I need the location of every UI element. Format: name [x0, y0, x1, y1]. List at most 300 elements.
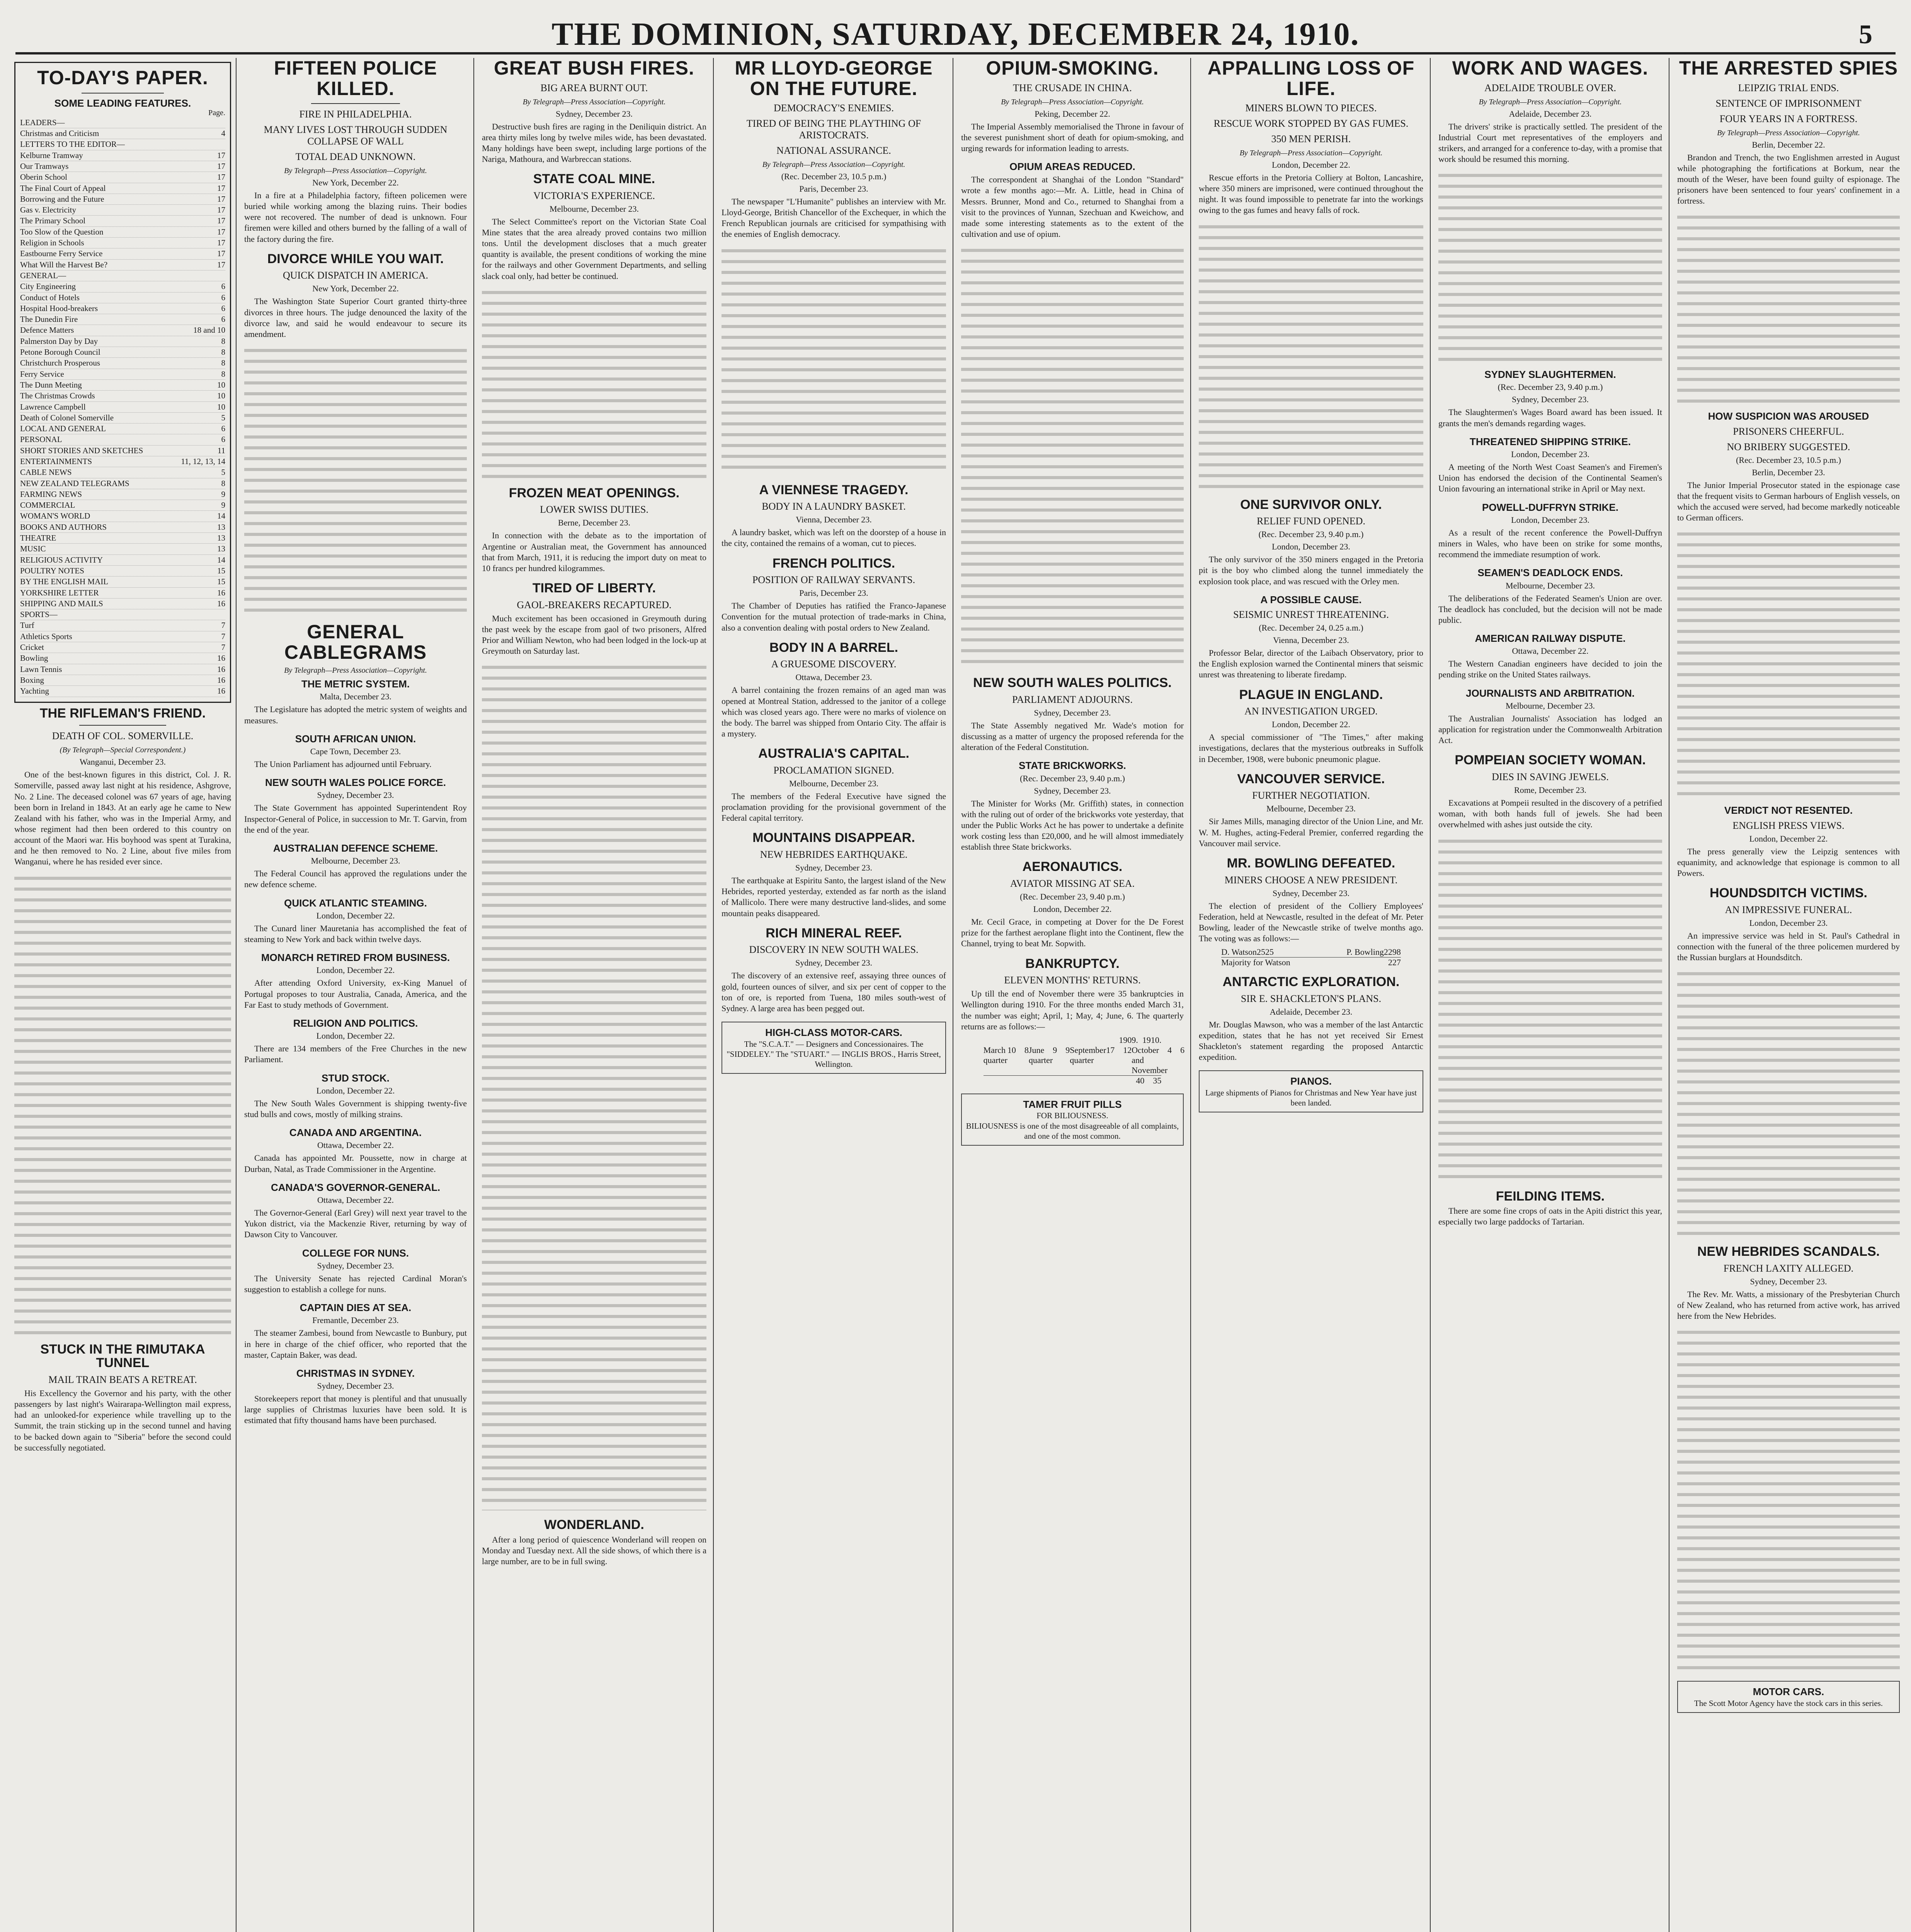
contents-row: [20, 434, 225, 445]
contents-row: [20, 489, 225, 500]
article-body: An impressive service was held in St. Paul's Cathedral in connection with the funeral of the three policemen murdered by the Russian burglars at Houndsditch.: [1677, 930, 1900, 962]
article-suspicion-aroused: [1677, 411, 1900, 798]
ad-title: TAMER FRUIT PILLS: [1023, 1098, 1122, 1110]
contents-page: 17: [217, 172, 225, 182]
dateline: London, December 23.: [1749, 918, 1828, 928]
article-opium-smoking: [961, 58, 1184, 154]
article-body: The Junior Imperial Prosecutor stated in the espionage case that the frequent visits to German harbours of English vessels, on which the accused were served, had become markedly noticeable to German officers.: [1677, 480, 1900, 523]
contents-label: SHORT STORIES AND SKETCHES: [20, 446, 143, 455]
article-rifleman: [14, 707, 231, 1335]
subheading: FURTHER NEGOTIATION.: [1252, 790, 1370, 801]
contents-label: RELIGIOUS ACTIVITY: [20, 555, 103, 565]
contents-label: City Engineering: [20, 282, 76, 291]
subheading: NO BRIBERY SUGGESTED.: [1727, 441, 1850, 452]
article-body: The Washington State Superior Court granted thirty-three divorces in three hours. The judge denounced the laxity of the divorce law, and said he would endeavour to secure its amendment.: [244, 296, 467, 339]
subheading: THE CRUSADE IN CHINA.: [1013, 82, 1132, 94]
ad-title: PIANOS.: [1290, 1075, 1332, 1087]
bankruptcy-table: [983, 1035, 1185, 1086]
dateline: Sydney, December 23.: [1034, 707, 1111, 718]
contents-row: [20, 522, 225, 533]
contents-page: 6: [221, 315, 225, 324]
contents-row: [20, 686, 225, 697]
contents-label: FARMING NEWS: [20, 489, 82, 499]
column-2: [240, 58, 471, 1932]
contents-label: Athletics Sports: [20, 631, 72, 641]
dateline: New York, December 22.: [312, 178, 399, 187]
contents-label: Death of Colonel Somerville: [20, 413, 114, 422]
subheading: AN INVESTIGATION URGED.: [1244, 706, 1378, 717]
contents-row: [20, 347, 225, 358]
contents-page: 17: [217, 216, 225, 226]
contents-row: [20, 293, 225, 303]
article-opium-areas: [961, 162, 1184, 668]
contents-row: [20, 205, 225, 216]
headline: FIFTEEN POLICE KILLED.: [274, 58, 437, 99]
contents-page: 8: [221, 369, 225, 379]
contents-page: 13: [217, 544, 225, 554]
contents-label: Defence Matters: [20, 325, 74, 335]
contents-row: [20, 325, 225, 336]
dateline: Sydney, December 23.: [317, 1381, 394, 1391]
headline: THREATENED SHIPPING STRIKE.: [1469, 435, 1631, 447]
headline: A POSSIBLE CAUSE.: [1260, 594, 1362, 605]
article-body: The University Senate has rejected Cardinal Moran's suggestion to establish a college for nuns.: [244, 1273, 467, 1294]
subheading: POSITION OF RAILWAY SERVANTS.: [752, 574, 916, 586]
article-houndsditch: [1677, 886, 1900, 1237]
dateline: Berne, December 23.: [558, 518, 630, 528]
cable-item: [244, 843, 467, 890]
subheading: MINERS CHOOSE A NEW PRESIDENT.: [1224, 874, 1398, 886]
column-rule: [713, 58, 714, 1932]
headline: RICH MINERAL REEF.: [766, 925, 902, 940]
headline: SYDNEY SLAUGHTERMEN.: [1484, 369, 1616, 381]
article-body: In a fire at a Philadelphia factory, fifteen policemen were buried while working among the blazing ruins. Their bodies were not recovered. The number of dead is unknown. Four firemen were killed and others burned by the falling of a wall of the factory during the fire.: [244, 190, 467, 244]
newspaper-title: THE DOMINION, SATURDAY, DECEMBER 24, 1910.: [551, 16, 1360, 52]
contents-page: 5: [221, 413, 225, 422]
article-bush-fires: [482, 58, 706, 165]
subheading: TIRED OF BEING THE PLAYTHING OF ARISTOCRATS.: [746, 118, 921, 141]
contents-label: Cricket: [20, 643, 44, 652]
cable-title: CAPTAIN DIES AT SEA.: [299, 1302, 412, 1314]
row-label: September quarter: [1070, 1045, 1106, 1065]
subheading: PROCLAMATION SIGNED.: [773, 764, 894, 776]
contents-label: THEATRE: [20, 533, 56, 543]
article-railway-dispute: [1438, 633, 1662, 680]
candidate-name: P. Bowling: [1346, 947, 1384, 957]
dateline: Malta, December 23.: [320, 692, 391, 702]
dateline: Vienna, December 23.: [1273, 635, 1349, 645]
dateline: Paris, December 23.: [799, 588, 868, 598]
contents-row: [20, 161, 225, 172]
value-1909: 17: [1106, 1045, 1115, 1055]
contents-row: [20, 358, 225, 369]
dateline: London, December 22.: [1749, 833, 1828, 844]
headline: NEW SOUTH WALES POLITICS.: [973, 675, 1172, 690]
general-cablegrams: [244, 622, 467, 1426]
contents-label: NEW ZEALAND TELEGRAMS: [20, 478, 129, 488]
article-new-hebrides: [1677, 1245, 1900, 1673]
contents-page: 16: [217, 686, 225, 696]
article-body: His Excellency the Governor and his party, with the other passengers by last night's Wairarapa-Wellington mail express, had an unlooked-for experience while travelling up to the Summit, the train sticking up in the second tunnel and having to be backed down again to "Siberia" before the second could be successfully negotiated.: [14, 1388, 231, 1452]
contents-row: [20, 216, 225, 226]
contents-page: 6: [221, 435, 225, 444]
masthead-rule: [15, 52, 1896, 54]
article-coal-mine: [482, 172, 706, 479]
cable-item: [244, 898, 467, 945]
column-5: [956, 58, 1188, 1932]
article-body: The press generally view the Leipzig sentences with equanimity, and acknowledge that espionage is common to all Powers.: [1677, 846, 1900, 878]
contents-row: [20, 391, 225, 401]
article-one-survivor: [1199, 498, 1423, 587]
contents-row: [20, 675, 225, 686]
subheading: SENTENCE OF IMPRISONMENT: [1715, 97, 1862, 109]
contents-page: 16: [217, 675, 225, 685]
headline: AUSTRALIA'S CAPITAL.: [758, 746, 909, 761]
article-possible-cause: [1199, 595, 1423, 680]
article-body: The newspaper "L'Humanite" publishes an interview with Mr. Lloyd-George, British Chancellor of the Exchequer, in which the French Republican journals are criticised for sympathising with the enemies of English democracy.: [722, 197, 946, 239]
subheading: TOTAL DEAD UNKNOWN.: [295, 151, 416, 162]
vote-count: 2525: [1257, 947, 1274, 957]
article-body: The discovery of an extensive reef, assaying three ounces of gold, fourteen ounces of silver, and six per cent of copper to the ton of ore, is reported from Tuena, 180 miles south-west of Sydney. A large area has been pegged out.: [722, 971, 946, 1013]
subheading: AN IMPRESSIVE FUNERAL.: [1725, 904, 1852, 915]
credit-line: (By Telegraph—Special Correspondent.): [60, 746, 186, 755]
contents-label: Kelburne Tramway: [20, 150, 83, 160]
cable-title: SOUTH AFRICAN UNION.: [295, 733, 416, 745]
article-text-continued: [1438, 834, 1662, 1182]
dateline: Sydney, December 23.: [1034, 786, 1111, 796]
article-antarctic: [1199, 975, 1423, 1063]
article-tired-of-liberty: [482, 582, 706, 1510]
cable-item: [244, 1073, 467, 1120]
dateline: Ottawa, December 22.: [1512, 646, 1589, 656]
article-body: The New South Wales Government is shipping twenty-five stud bulls and cows, mostly of milking strains.: [244, 1098, 467, 1119]
article-body: A laundry basket, which was left on the doorstep of a house in the city, contained the remains of a woman, cut to pieces.: [722, 527, 946, 548]
contents-row: [20, 642, 225, 653]
cable-item: [244, 1303, 467, 1361]
article-state-brickworks: [961, 760, 1184, 852]
article-body: As a result of the recent conference the Powell-Duffryn miners in Wales, who have been on strike for some months, recommend the immediate resumption of work.: [1438, 527, 1662, 560]
dateline: Vienna, December 23.: [796, 515, 872, 525]
headline: GENERAL CABLEGRAMS: [284, 621, 427, 663]
contents-label: Religion in Schools: [20, 238, 84, 248]
headline: PLAGUE IN ENGLAND.: [1239, 687, 1383, 702]
contents-page: 16: [217, 664, 225, 674]
article-body: Destructive bush fires are raging in the Deniliquin district. An area thirty miles long by twelve miles wide, has been devastated. Many holdings have been swept, including large portions of the Nariga, Mathoura, and Warbreccan stations.: [482, 121, 706, 164]
dateline: Sydney, December 23.: [795, 958, 872, 968]
headline: FROZEN MEAT OPENINGS.: [509, 485, 680, 500]
row-values: [1053, 1045, 1070, 1075]
ad-title: MOTOR CARS.: [1753, 1686, 1824, 1698]
article-text-continued: [722, 244, 946, 476]
contents-page: 10: [217, 391, 225, 401]
subheading: FOUR YEARS IN A FORTRESS.: [1719, 113, 1858, 124]
article-body: The Slaughtermen's Wages Board award has been issued. It grants the men's demands regarding wages.: [1438, 407, 1662, 428]
article-text-continued: [1677, 967, 1900, 1237]
contents-label: LOCAL AND GENERAL: [20, 424, 106, 434]
contents-row: [20, 500, 225, 511]
contents-label: BOOKS AND AUTHORS: [20, 522, 107, 532]
subheading: DISCOVERY IN NEW SOUTH WALES.: [749, 944, 919, 956]
credit-line: By Telegraph—Press Association—Copyright.: [1001, 97, 1144, 106]
row-values: [1106, 1045, 1132, 1075]
table-row: [1070, 1045, 1132, 1075]
contents-page: 17: [217, 238, 225, 248]
dateline: Cape Town, December 23.: [310, 747, 401, 756]
value-1909: 4: [1167, 1045, 1172, 1055]
cable-item: [244, 1128, 467, 1175]
subheading: RESCUE WORK STOPPED BY GAS FUMES.: [1213, 118, 1409, 129]
contents-page: 16: [217, 653, 225, 663]
credit-line: By Telegraph—Press Association—Copyright.: [762, 160, 905, 169]
dateline: Melbourne, December 23.: [789, 778, 878, 788]
contents-row: [20, 566, 225, 577]
contents-row: [20, 620, 225, 631]
subheading: MANY LIVES LOST THROUGH SUDDEN COLLAPSE OF WALL: [264, 124, 448, 147]
credit-line: By Telegraph—Press Association—Copyright.: [1717, 128, 1860, 137]
headline: POMPEIAN SOCIETY WOMAN.: [1455, 753, 1646, 768]
received-line: (Rec. December 23, 9.40 p.m.): [1020, 773, 1125, 783]
contents-row: [20, 609, 225, 620]
article-text-continued: [482, 286, 706, 479]
article-body: The Cunard liner Mauretania has accomplished the feat of steaming to New York and back within twelve days.: [244, 923, 467, 944]
contents-label: BY THE ENGLISH MAIL: [20, 577, 109, 587]
contents-label: SHIPPING AND MAILS: [20, 599, 103, 608]
dateline: London, December 22.: [316, 965, 395, 975]
received-line: (Rec. December 24, 0.25 a.m.): [1259, 623, 1363, 633]
dateline: Peking, December 22.: [1035, 109, 1110, 119]
contents-page: 8: [221, 358, 225, 368]
dateline: London, December 22.: [1272, 160, 1350, 170]
headline: BODY IN A BARREL.: [769, 640, 898, 655]
article-mineral-reef: [722, 927, 946, 1014]
headline: AMERICAN RAILWAY DISPUTE.: [1475, 633, 1626, 645]
article-mountains-disappear: [722, 831, 946, 918]
subheading: ADELAIDE TROUBLE OVER.: [1484, 82, 1617, 94]
contents-row: [20, 664, 225, 675]
credit-line: By Telegraph—Press Association—Copyright.: [1239, 149, 1383, 157]
contents-row: [20, 423, 225, 434]
headline: HOUNDSDITCH VICTIMS.: [1710, 885, 1867, 900]
headline: SEAMEN'S DEADLOCK ENDS.: [1477, 567, 1623, 579]
subheading: SEISMIC UNREST THREATENING.: [1233, 609, 1389, 621]
contents-label: Yachting: [20, 686, 49, 696]
article-text-continued: [1199, 220, 1423, 490]
contents-page: 10: [217, 402, 225, 412]
article-journalists: [1438, 688, 1662, 746]
contents-label: What Will the Harvest Be?: [20, 260, 108, 269]
subheading: LOWER SWISS DUTIES.: [540, 504, 648, 515]
contents-row: [20, 599, 225, 609]
contents-label: Petone Borough Council: [20, 347, 100, 357]
article-text-continued: [14, 871, 231, 1335]
subheading: DEATH OF COL. SOMERVILLE.: [52, 730, 194, 742]
cable-title: RELIGION AND POLITICS.: [293, 1017, 418, 1029]
article-text-continued: [244, 344, 467, 614]
dateline: London, December 22.: [1033, 904, 1112, 914]
contents-label: Gas v. Electricity: [20, 205, 77, 215]
cable-title: NEW SOUTH WALES POLICE FORCE.: [265, 777, 446, 789]
headline: THE RIFLEMAN'S FRIEND.: [39, 706, 206, 721]
contents-row: [20, 128, 225, 139]
cable-title: THE METRIC SYSTEM.: [301, 678, 410, 690]
dateline: London, December 22.: [316, 910, 395, 920]
dateline: Melbourne, December 23.: [1266, 804, 1356, 814]
contents-row: [20, 413, 225, 423]
contents-label: The Dunedin Fire: [20, 315, 78, 324]
contents-page: 18 and 10: [193, 325, 225, 335]
subheading: PRISONERS CHEERFUL.: [1733, 425, 1844, 437]
dateline: Sydney, December 23.: [1512, 395, 1589, 405]
article-body: Mr. Douglas Mawson, who was a member of the last Antarctic expedition, states that he has not yet received Sir Ernest Shackleton's statement regarding the proposed Antarctic expedition.: [1199, 1019, 1423, 1062]
article-appalling-loss: [1199, 58, 1423, 490]
article-body: The members of the Federal Executive have signed the proclamation providing for the provisional government of the Federal capital territory.: [722, 791, 946, 823]
dateline: Adelaide, December 23.: [1509, 109, 1592, 119]
contents-row: [20, 281, 225, 292]
column-6: [1194, 58, 1428, 1932]
contents-page: 14: [217, 511, 225, 521]
contents-page: 17: [217, 183, 225, 193]
contents-row: [20, 248, 225, 259]
contents-label: PERSONAL: [20, 435, 62, 444]
headline: AERONAUTICS.: [1022, 859, 1123, 874]
contents-row: [20, 139, 225, 150]
contents-list: [20, 117, 225, 697]
subheading: AVIATOR MISSING AT SEA.: [1010, 878, 1135, 889]
article-text-continued: [961, 243, 1184, 668]
contents-label: The Primary School: [20, 216, 86, 226]
dateline: Ottawa, December 23.: [795, 672, 872, 682]
contents-label: The Christmas Crowds: [20, 391, 95, 401]
contents-page: 7: [221, 621, 225, 630]
dateline: Ottawa, December 22.: [317, 1195, 394, 1205]
contents-page: 7: [221, 631, 225, 641]
article-body: The State Assembly negatived Mr. Wade's motion for discussing as a matter of urgency the proposed referenda for the alteration of the Federal Constitution.: [961, 720, 1184, 752]
headline: TIRED OF LIBERTY.: [532, 581, 656, 596]
article-frozen-meat: [482, 486, 706, 574]
contents-page: 7: [221, 643, 225, 652]
contents-page: 15: [217, 566, 225, 575]
contents-label: SPORTS—: [20, 610, 58, 619]
cable-title: CANADA'S GOVERNOR-GENERAL.: [271, 1181, 441, 1193]
dateline: London, December 22.: [1272, 719, 1350, 730]
article-body: The Select Committee's report on the Victorian State Coal Mine states that the area already proved contains two million tons. Until the development discloses that a much greater quantity is available, the present conditions of working the mine for the railways and other Government Departments, and selling slack coal only, had better be continued.: [482, 216, 706, 281]
article-body: One of the best-known figures in this district, Col. J. R. Somerville, passed away last night at his residence, Ashgrove, No. 2 Line. The deceased colonel was 67 years of age, having been born in Ireland in 1843. At an early age he came to New Zealand with his father, who was in the Imperial Army, and whose regiment had then been ordered to this country on account of the Maori war. His boyhood was spent at Turakina, and he then removed to No. 2 Line, about five miles from Wanganui, where he has resided ever since.: [14, 770, 231, 867]
ad-subtitle: FOR BILIOUSNESS.: [1036, 1111, 1108, 1121]
contents-label: Turf: [20, 621, 34, 630]
article-plague: [1199, 688, 1423, 765]
ad-body: The "S.C.A.T." — Designers and Concessionaires. The "SIDDELEY." The "STUART." — INGLIS BROS., Harris Street, Wellington.: [727, 1039, 941, 1069]
column-rule: [473, 58, 474, 1932]
headline: WORK AND WAGES.: [1452, 58, 1649, 79]
contents-page: 16: [217, 588, 225, 597]
headline: ONE SURVIVOR ONLY.: [1240, 497, 1382, 512]
ad-body: BILIOUSNESS is one of the most disagreeable of all complaints, and one of the most common.: [966, 1121, 1179, 1141]
contents-row: [20, 478, 225, 489]
subheading: FRENCH LAXITY ALLEGED.: [1723, 1262, 1854, 1274]
dateline: Sydney, December 23.: [795, 863, 872, 873]
received-line: (Rec. December 23, 10.5 p.m.): [1736, 455, 1841, 465]
article-body: The Rev. Mr. Watts, a missionary of the Presbyterian Church of New Zealand, who has returned from active work, has arrived here from the New Hebrides.: [1677, 1289, 1900, 1321]
contents-row: [20, 588, 225, 599]
article-body: The Legislature has adopted the metric system of weights and measures.: [244, 704, 467, 725]
dateline: Sydney, December 23.: [556, 109, 633, 119]
article-text-continued: [1677, 210, 1900, 403]
dateline: Berlin, December 22.: [1752, 139, 1825, 150]
article-body: A barrel containing the frozen remains of an aged man was opened at Montreal Station, addressed to the janitor of a college which was closed years ago. There were no marks of violence on the body. The barrel was shipped from Ontario City. The affair is a mystery.: [722, 685, 946, 739]
headline: BANKRUPTCY.: [1025, 956, 1120, 971]
contents-page: 9: [221, 500, 225, 510]
contents-row: [20, 577, 225, 587]
contents-label: Bowling: [20, 653, 48, 663]
contents-row: [20, 380, 225, 391]
table-totals-row: 40 35: [984, 1075, 1162, 1086]
features-heading: SOME LEADING FEATURES.: [54, 97, 191, 109]
dateline: Adelaide, December 23.: [1269, 1007, 1353, 1017]
subheading: DEMOCRACY'S ENEMIES.: [774, 102, 894, 114]
cable-title: MONARCH RETIRED FROM BUSINESS.: [261, 952, 450, 964]
article-body: The deliberations of the Federated Seamen's Union are over. The deadlock has concluded, but the decision will not be made public.: [1438, 593, 1662, 625]
cable-title: STUD STOCK.: [322, 1072, 390, 1084]
article-body: The earthquake at Espiritu Santo, the largest island of the New Hebrides, reported yesterday, extended as far north as the island of Mallicolo. There were many destructive land-slides, and some mountain peaks disappeared.: [722, 876, 946, 918]
subheading: RELIEF FUND OPENED.: [1257, 515, 1365, 527]
contents-page: 8: [221, 336, 225, 346]
contents-label: ENTERTAINMENTS: [20, 457, 92, 466]
article-body: Brandon and Trench, the two Englishmen arrested in August while photographing the fortifications at Borkum, near the mouth of the Weser, have been found guilty of espionage. The prisoners have been sentenced to four years' confinement in a fortress.: [1677, 152, 1900, 206]
ad-title: HIGH-CLASS MOTOR-CARS.: [765, 1027, 902, 1039]
article-viennese-tragedy: [722, 483, 946, 549]
contents-row: [20, 653, 225, 664]
headline: GREAT BUSH FIRES.: [494, 58, 694, 79]
subheading: MAIL TRAIN BEATS A RETREAT.: [48, 1374, 197, 1385]
dateline: London, December 22.: [316, 1085, 395, 1095]
contents-page: 11, 12, 13, 14: [181, 457, 225, 466]
subheading: ENGLISH PRESS VIEWS.: [1732, 820, 1845, 831]
headline: VANCOUVER SERVICE.: [1237, 771, 1385, 786]
credit-line: By Telegraph—Press Association—Copyright.: [1479, 97, 1622, 106]
article-text-continued: [1677, 527, 1900, 798]
column-rule: [236, 58, 237, 1932]
contents-page: 5: [221, 468, 225, 477]
article-australias-capital: [722, 747, 946, 823]
subheading: NATIONAL ASSURANCE.: [776, 145, 891, 156]
article-body: Mr. Cecil Grace, in competing at Dover for the De Forest prize for the farthest aeroplane flight into the Continent, flew the Channel, trying to beat Mr. Sopwith.: [961, 917, 1184, 949]
article-body: A special commissioner of "The Times," after making investigations, declares that the mysterious outbreaks in Suffolk in December, 1908, were bubonic pneumonic plague.: [1199, 732, 1423, 764]
subheading: QUICK DISPATCH IN AMERICA.: [282, 270, 429, 281]
received-line: (Rec. December 23, 9.40 p.m.): [1020, 892, 1125, 902]
contents-row: [20, 467, 225, 478]
article-body: There are 134 members of the Free Churches in the new Parliament.: [244, 1044, 467, 1065]
contents-row: [20, 631, 225, 642]
contents-row: [20, 117, 225, 128]
contents-page: 15: [217, 577, 225, 587]
value-1909: 9: [1053, 1045, 1057, 1055]
page-label: Page.: [208, 108, 225, 117]
contents-label: Oberin School: [20, 172, 67, 182]
article-body: After a long period of quiescence Wonderland will reopen on Monday and Tuesday next. All the side shows, of which there is a large number, are to be in full swing.: [482, 1535, 706, 1566]
dateline: Rome, December 23.: [1514, 785, 1586, 795]
headline: DIVORCE WHILE YOU WAIT.: [267, 251, 444, 266]
contents-label: Lawrence Campbell: [20, 402, 86, 412]
column-rule: [1430, 58, 1431, 1932]
contents-label: Hospital Hood-breakers: [20, 303, 98, 313]
article-body: The State Government has appointed Superintendent Roy Inspector-General of Police, in succession to Mr. T. Garvin, from the end of the year.: [244, 803, 467, 835]
contents-page: 8: [221, 347, 225, 357]
contents-page: 6: [221, 303, 225, 313]
contents-label: Boxing: [20, 675, 44, 685]
contents-row: [20, 555, 225, 566]
contents-page: 16: [217, 599, 225, 608]
article-body: The Chamber of Deputies has ratified the Franco-Japanese Convention for the mutual protection of trade-marks in China, also a convention dealing with postal orders to New Zealand.: [722, 601, 946, 633]
